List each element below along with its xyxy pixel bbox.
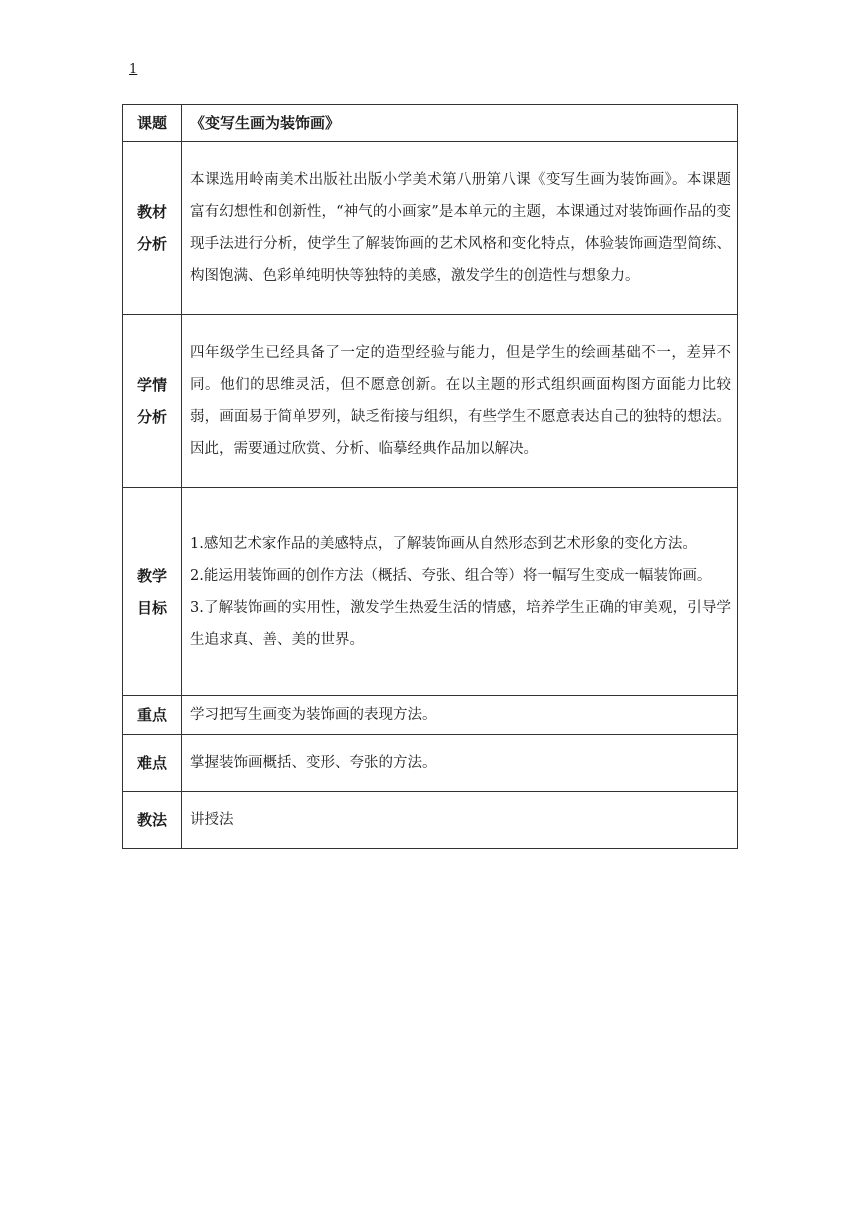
label-line: 教法 <box>136 811 167 829</box>
goal-item: 3.了解装饰画的实用性，激发学生热爱生活的情感，培养学生正确的审美观，引导学生追求真、善、美的世界。 <box>190 599 731 648</box>
teaching-method-text: 讲授法 <box>182 792 738 849</box>
table-row-teaching-method <box>123 792 738 849</box>
row-label-difficult-point <box>123 735 182 792</box>
table-row-difficult-point <box>123 735 738 792</box>
student-analysis-text: 四年级学生已经具备了一定的造型经验与能力，但是学生的绘画基础不一，差异不同。他们的思维灵活，但不愿意创新。在以主题的形式组织画面构图方面能力比较弱，画面易于简单罗列，缺乏衔接与组织，有些学生不愿意表达自己的独特的想法。因此，需要通过欣赏、分析、临摹经典作品加以解决。 <box>182 315 738 488</box>
row-label-textbook-analysis <box>123 142 182 315</box>
goal-item: 1.感知艺术家作品的美感特点，了解装饰画从自然形态到艺术形象的变化方法。 <box>190 535 697 552</box>
label-line: 分析 <box>136 408 167 426</box>
teaching-goals-list <box>182 488 738 696</box>
lesson-title: 《变写生画为装饰画》 <box>182 105 738 142</box>
label-line: 教学 <box>136 566 167 585</box>
difficult-point-text: 掌握装饰画概括、变形、夸张的方法。 <box>182 735 738 792</box>
goal-item: 2.能运用装饰画的创作方法（概括、夸张、组合等）将一幅写生变成一幅装饰画。 <box>190 567 712 584</box>
label-line: 难点 <box>136 754 167 772</box>
table-row-topic <box>123 105 738 142</box>
row-label-student-analysis <box>123 315 182 488</box>
table-row-student-analysis <box>123 315 738 488</box>
label-line: 重点 <box>136 706 167 724</box>
table-row-textbook-analysis <box>123 142 738 315</box>
row-label-key-point <box>123 696 182 735</box>
label-line: 分析 <box>136 235 167 253</box>
textbook-analysis-text: 本课选用岭南美术出版社出版小学美术第八册第八课《变写生画为装饰画》。本课题富有幻想性和创新性，“神气的小画家”是本单元的主题，本课通过对装饰画作品的变现手法进行分析，使学生了解装饰画的艺术风格和变化特点，体验装饰画造型简练、构图饱满、色彩单纯明快等独特的美感，激发学生的创造性与想象力。 <box>182 142 738 315</box>
label-line: 课题 <box>136 114 167 132</box>
label-line: 学情 <box>136 376 167 394</box>
label-line: 目标 <box>136 598 167 617</box>
label-line: 教材 <box>136 203 167 221</box>
key-point-text: 学习把写生画变为装饰画的表现方法。 <box>182 696 738 735</box>
page-number: 1 <box>129 62 138 77</box>
row-label-teaching-goals <box>123 488 182 696</box>
lesson-plan-table <box>122 104 738 849</box>
row-label-teaching-method <box>123 792 182 849</box>
row-label-topic <box>123 105 182 142</box>
table-row-teaching-goals <box>123 488 738 696</box>
table-row-key-point <box>123 696 738 735</box>
